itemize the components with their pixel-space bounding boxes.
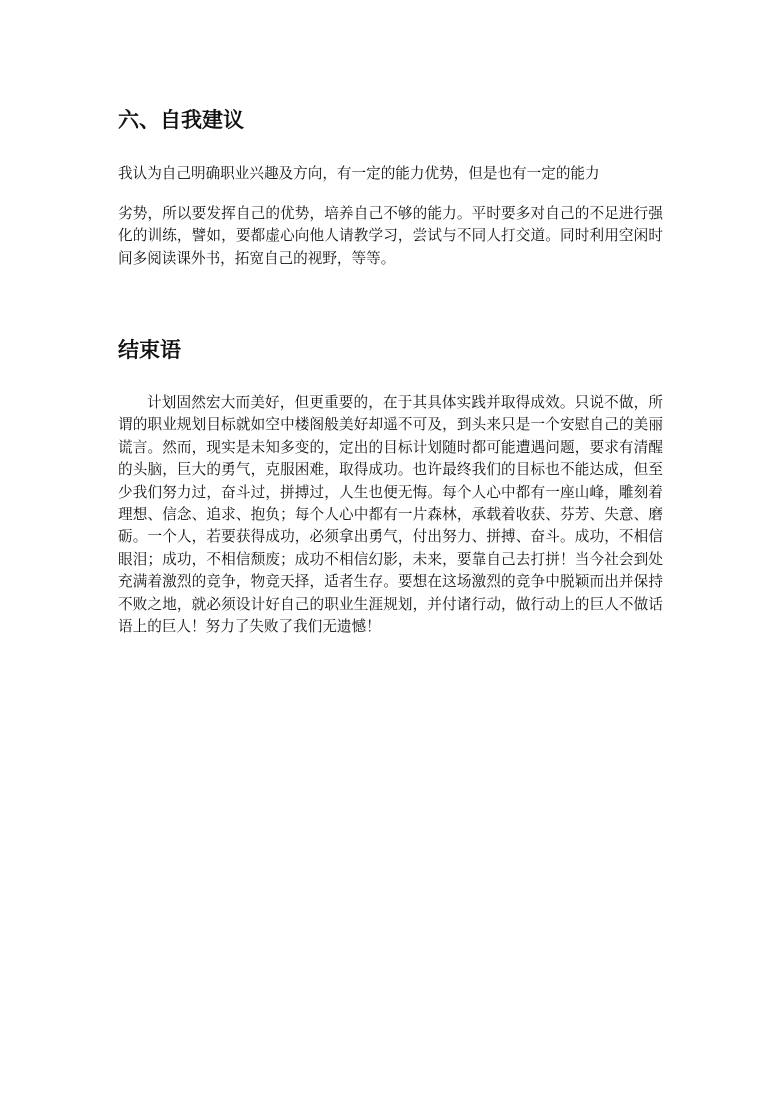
section-heading-conclusion: 结束语 xyxy=(118,338,181,362)
self-advice-paragraph-2: 劣势，所以要发挥自己的优势，培养自己不够的能力。平时要多对自己的不足进行强化的训练，譬如，要都虚心向他人请教学习，尝试与不同人打交道。同时利用空闲时间多阅读课外书，拓宽自己的视野，等等。 xyxy=(118,205,663,267)
self-advice-paragraph-1: 我认为自己明确职业兴趣及方向，有一定的能力优势，但是也有一定的能力 xyxy=(118,165,600,182)
conclusion-paragraph: 计划固然宏大而美好，但更重要的，在于其具体实践并取得成效。只说不做，所谓的职业规划目标就如空中楼阁般美好却遥不可及，到头来只是一个安慰自己的美丽谎言。然而，现实是未知多变的，定出的目标计划随时都可能遭遇问题，要求有清醒的头脑，巨大的勇气，克服困难，取得成功。也许最终我们的目标也不能达成，但至少我们努力过，奋斗过，拼搏过，人生也便无悔。每个人心中都有一座山峰，雕刻着理想、信念、追求、抱负；每个人心中都有一片森林，承载着收获、芬芳、失意、磨砺。一个人，若要获得成功，必须拿出勇气，付出努力、拼搏、奋斗。成功，不相信眼泪；成功，不相信颓废；成功不相信幻影，未来，要靠自己去打拼！当今社会到处充满着激烈的竞争，物竞天择，适者生存。要想在这场激烈的竞争中脱颖而出并保持不败之地，就必须设计好自己的职业生涯规划，并付诸行动，做行动上的巨人不做话语上的巨人！努力了失败了我们无遗憾！ xyxy=(118,394,663,636)
section-heading-self-advice: 六、自我建议 xyxy=(118,108,244,132)
